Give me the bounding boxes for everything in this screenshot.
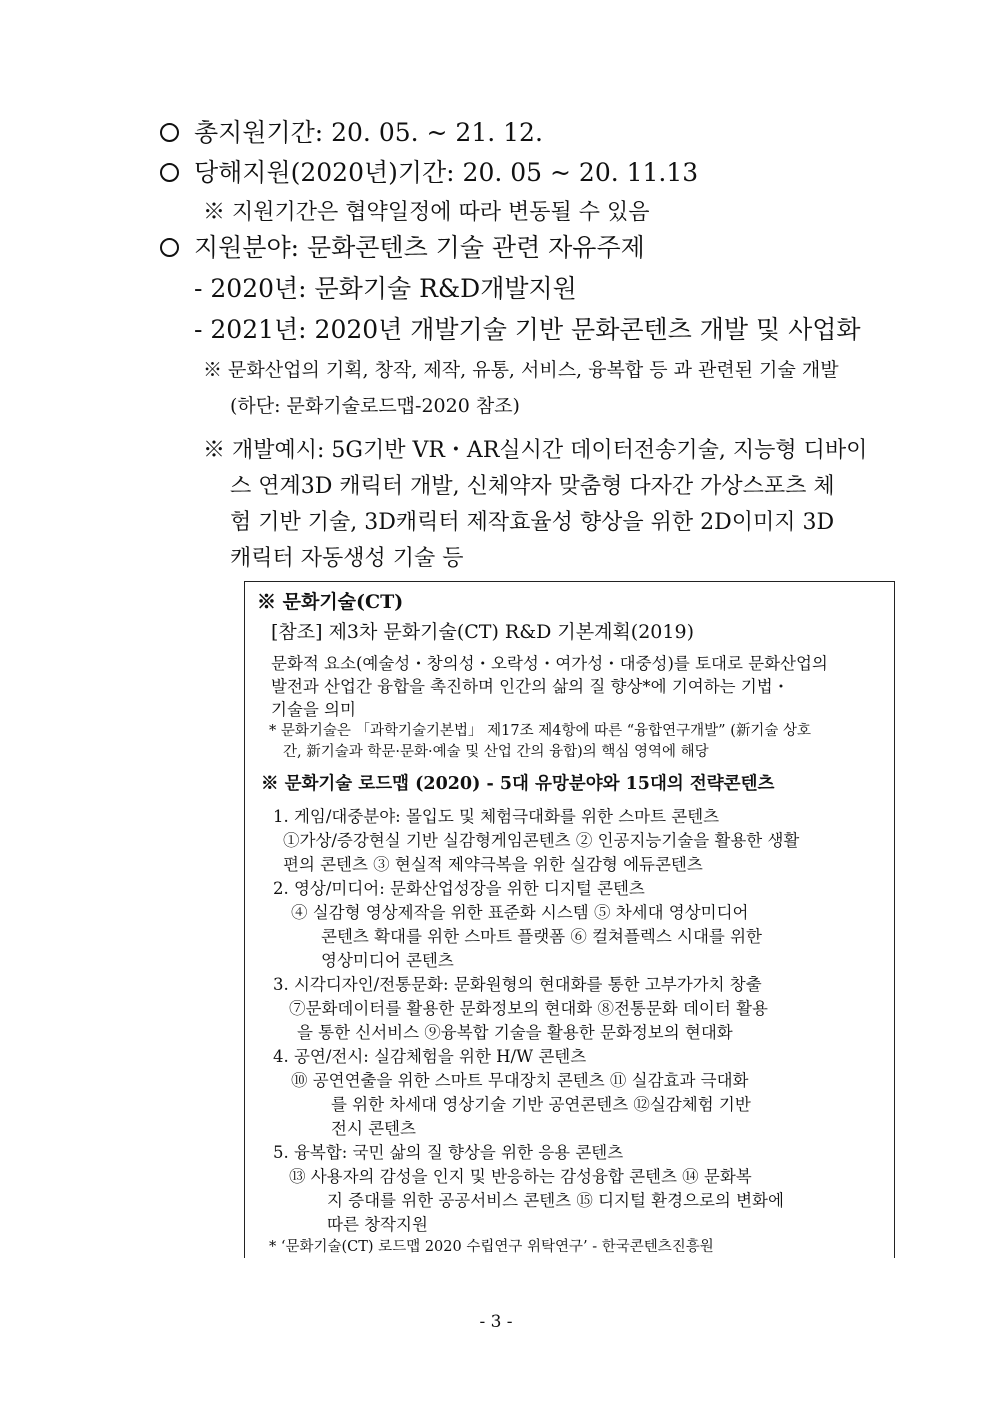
bullet-circle-icon <box>160 238 179 257</box>
definition-line-2: 발전과 산업간 융합을 촉진하며 인간의 삶의 질 향상*에 기여하는 기법・ <box>271 677 790 696</box>
roadmap-line: 편의 콘텐츠 ③ 현실적 제약극복을 위한 실감형 에듀콘텐츠 <box>283 855 703 874</box>
note-examples-1: ※ 개발예시: 5G기반 VR・AR실시간 데이터전송기술, 지능형 디바이 <box>203 438 868 463</box>
note-roadmap-ref: (하단: 문화기술로드맵-2020 참조) <box>230 395 520 417</box>
support-field: 지원분야: 문화콘텐츠 기술 관련 자유주제 <box>194 233 645 262</box>
period-note: ※ 지원기간은 협약일정에 따라 변동될 수 있음 <box>203 200 650 225</box>
box-title: ※ 문화기술(CT) <box>257 591 404 613</box>
field-2020: - 2020년: 문화기술 R&D개발지원 <box>194 274 577 303</box>
note-examples-3: 험 기반 기술, 3D캐릭터 제작효율성 향상을 위한 2D이미지 3D <box>230 510 835 535</box>
roadmap-line: ⑩ 공연연출을 위한 스마트 무대장치 콘텐츠 ⑪ 실감효과 극대화 <box>291 1071 749 1090</box>
roadmap-line: 2. 영상/미디어: 문화산업성장을 위한 디지털 콘텐츠 <box>273 879 645 898</box>
roadmap-line: 5. 융복합: 국민 삶의 질 향상을 위한 응용 콘텐츠 <box>273 1143 624 1162</box>
note-industry: ※ 문화산업의 기획, 창작, 제작, 유통, 서비스, 융복합 등 과 관련된 기술 개발 <box>203 359 839 381</box>
roadmap-source: * ‘문화기술(CT) 로드맵 2020 수립연구 위탁연구’ - 한국콘텐츠진흥원 <box>269 1239 714 1255</box>
roadmap-line: 따른 창작지원 <box>327 1215 428 1234</box>
footnote-line-2: 간, 新기술과 학문·문화·예술 및 산업 간의 융합)의 핵심 영역에 해당 <box>283 744 709 760</box>
roadmap-line: 영상미디어 콘텐츠 <box>321 951 454 970</box>
roadmap-line: 를 위한 차세대 영상기술 기반 공연콘텐츠 ⑫실감체험 기반 <box>331 1095 751 1114</box>
definition-line-3: 기술을 의미 <box>271 700 356 719</box>
roadmap-line: 전시 콘텐츠 <box>331 1119 416 1138</box>
page-number: - 3 - <box>479 1312 513 1332</box>
roadmap-line: ①가상/증강현실 기반 실감형게임콘텐츠 ② 인공지능기술을 활용한 생활 <box>283 831 800 850</box>
roadmap-title: ※ 문화기술 로드맵 (2020) - 5대 유망분야와 15대의 전략콘텐츠 <box>261 774 775 794</box>
roadmap-line: ⑬ 사용자의 감성을 인지 및 반응하는 감성융합 콘텐츠 ⑭ 문화복 <box>289 1167 752 1186</box>
total-period: 총지원기간: 20. 05. ~ 21. 12. <box>194 118 543 147</box>
roadmap-line: 을 통한 신서비스 ⑨융복합 기술을 활용한 문화정보의 현대화 <box>297 1023 733 1042</box>
field-2021: - 2021년: 2020년 개발기술 기반 문화콘텐츠 개발 및 사업화 <box>194 315 861 344</box>
bullet-circle-icon <box>160 163 179 182</box>
note-examples-2: 스 연계3D 캐릭터 개발, 신체약자 맞춤형 다자간 가상스포츠 체 <box>230 474 835 499</box>
roadmap-line: ⑦문화데이터를 활용한 문화정보의 현대화 ⑧전통문화 데이터 활용 <box>289 999 768 1018</box>
roadmap-line: 1. 게임/대중분야: 몰입도 및 체험극대화를 위한 스마트 콘텐츠 <box>273 807 720 826</box>
roadmap-line: 콘텐츠 확대를 위한 스마트 플랫폼 ⑥ 컬쳐플렉스 시대를 위한 <box>321 927 762 946</box>
roadmap-line: ④ 실감형 영상제작을 위한 표준화 시스템 ⑤ 차세대 영상미디어 <box>291 903 749 922</box>
definition-line-1: 문화적 요소(예술성・창의성・오락성・여가성・대중성)를 토대로 문화산업의 <box>271 654 828 673</box>
ct-info-box <box>244 581 895 1258</box>
footnote-line-1: * 문화기술은 「과학기술기본법」 제17조 제4항에 따른 “융합연구개발” (新기술 상호 <box>269 723 811 739</box>
roadmap-line: 4. 공연/전시: 실감체험을 위한 H/W 콘텐츠 <box>273 1047 587 1066</box>
roadmap-line: 지 증대를 위한 공공서비스 콘텐츠 ⑮ 디지털 환경으로의 변화에 <box>327 1191 784 1210</box>
roadmap-line: 3. 시각디자인/전통문화: 문화원형의 현대화를 통한 고부가가치 창출 <box>273 975 762 994</box>
note-examples-4: 캐릭터 자동생성 기술 등 <box>230 546 464 571</box>
box-reference: [참조] 제3차 문화기술(CT) R&D 기본계획(2019) <box>271 621 694 643</box>
current-period: 당해지원(2020년)기간: 20. 05 ~ 20. 11.13 <box>194 158 699 187</box>
bullet-circle-icon <box>160 123 179 142</box>
